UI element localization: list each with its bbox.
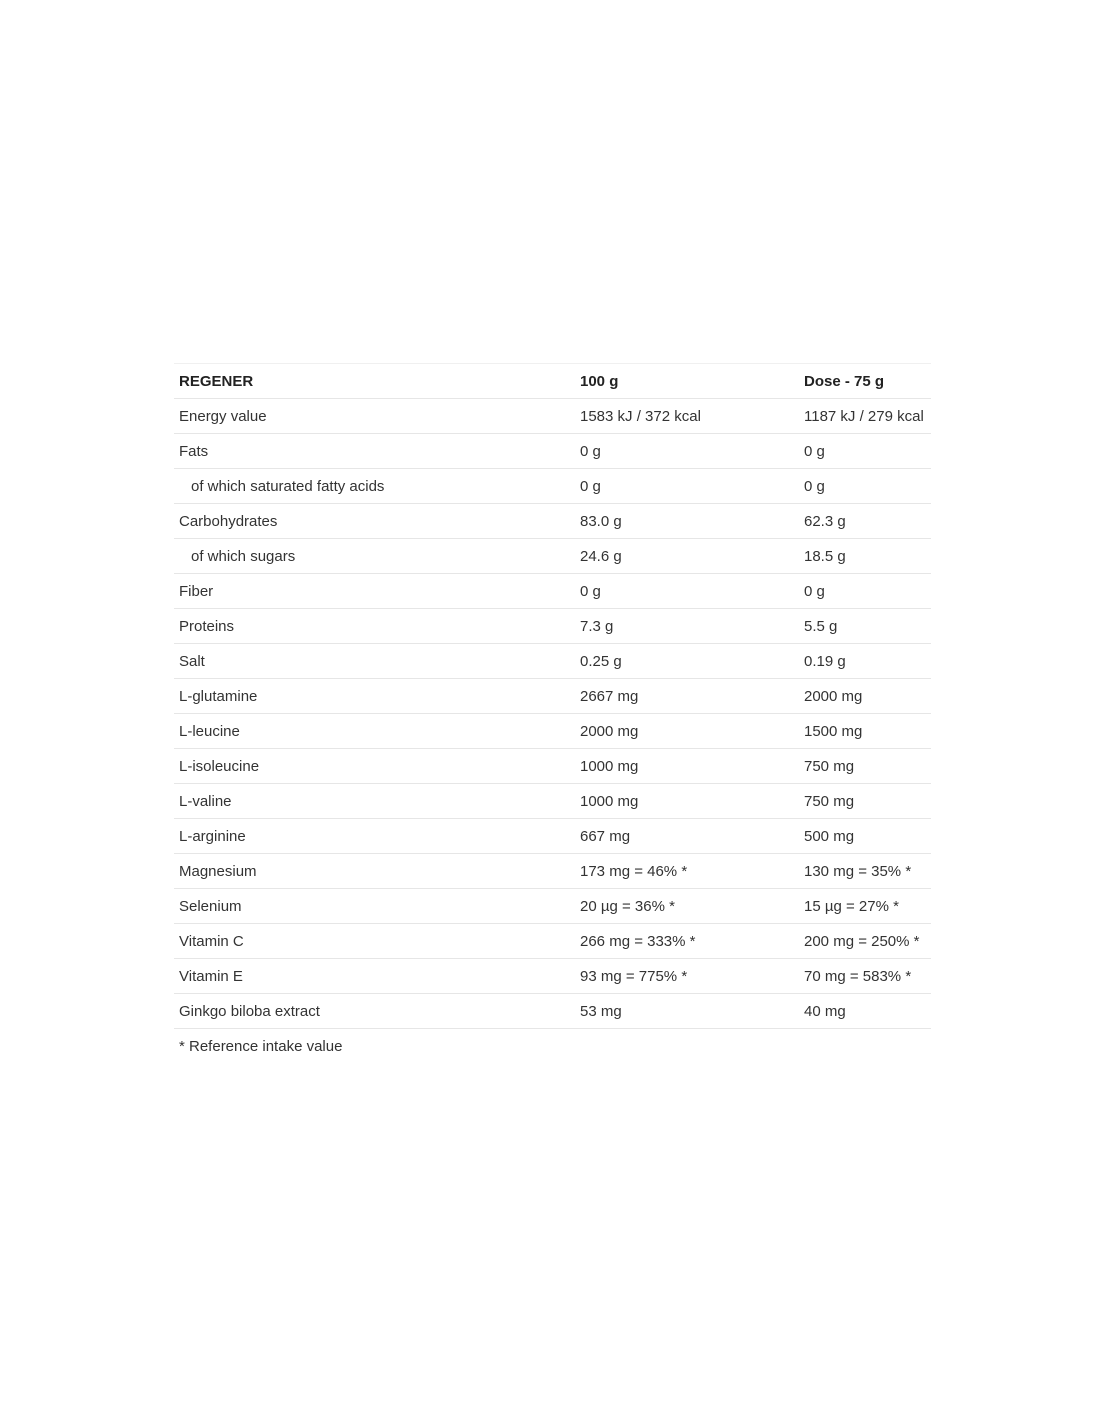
table-row [174, 679, 931, 714]
nutrient-name: Selenium [174, 889, 575, 924]
table-row [174, 609, 931, 644]
value-per-100g: 0 g [575, 574, 799, 609]
table-row [174, 959, 931, 994]
table-row [174, 994, 931, 1029]
value-per-100g: 7.3 g [575, 609, 799, 644]
table-row [174, 889, 931, 924]
value-per-100g: 173 mg = 46% * [575, 854, 799, 889]
value-per-100g: 53 mg [575, 994, 799, 1029]
value-per-100g: 1583 kJ / 372 kcal [575, 399, 799, 434]
table-row [174, 434, 931, 469]
table-row [174, 399, 931, 434]
nutrition-facts [174, 363, 931, 1055]
value-per-dose: 40 mg [799, 994, 931, 1029]
value-per-dose: 0.19 g [799, 644, 931, 679]
value-per-100g: 1000 mg [575, 749, 799, 784]
nutrient-name: Magnesium [174, 854, 575, 889]
value-per-100g: 93 mg = 775% * [575, 959, 799, 994]
value-per-dose: 0 g [799, 434, 931, 469]
nutrient-name: Fats [174, 434, 575, 469]
value-per-dose: 1187 kJ / 279 kcal [799, 399, 931, 434]
value-per-dose: 0 g [799, 574, 931, 609]
nutrition-table [174, 363, 931, 1029]
value-per-dose: 130 mg = 35% * [799, 854, 931, 889]
header-per-dose: Dose - 75 g [799, 364, 931, 399]
value-per-100g: 667 mg [575, 819, 799, 854]
nutrient-name: L-glutamine [174, 679, 575, 714]
nutrient-name: Vitamin C [174, 924, 575, 959]
table-row [174, 469, 931, 504]
nutrient-name: Carbohydrates [174, 504, 575, 539]
nutrient-name: Energy value [174, 399, 575, 434]
table-row [174, 924, 931, 959]
value-per-100g: 0.25 g [575, 644, 799, 679]
table-row [174, 574, 931, 609]
nutrient-name: Salt [174, 644, 575, 679]
value-per-dose: 2000 mg [799, 679, 931, 714]
value-per-100g: 2667 mg [575, 679, 799, 714]
value-per-dose: 500 mg [799, 819, 931, 854]
value-per-dose: 18.5 g [799, 539, 931, 574]
nutrient-name: Ginkgo biloba extract [174, 994, 575, 1029]
table-row [174, 539, 931, 574]
value-per-100g: 24.6 g [575, 539, 799, 574]
nutrient-name: of which saturated fatty acids [174, 469, 575, 504]
table-row [174, 819, 931, 854]
table-row [174, 749, 931, 784]
value-per-100g: 83.0 g [575, 504, 799, 539]
table-header [174, 364, 931, 399]
nutrient-name: L-valine [174, 784, 575, 819]
value-per-dose: 5.5 g [799, 609, 931, 644]
nutrient-name: Vitamin E [174, 959, 575, 994]
value-per-100g: 2000 mg [575, 714, 799, 749]
value-per-dose: 70 mg = 583% * [799, 959, 931, 994]
header-row [174, 364, 931, 399]
table-body [174, 399, 931, 1029]
value-per-dose: 62.3 g [799, 504, 931, 539]
value-per-100g: 20 µg = 36% * [575, 889, 799, 924]
value-per-dose: 1500 mg [799, 714, 931, 749]
value-per-dose: 200 mg = 250% * [799, 924, 931, 959]
value-per-dose: 0 g [799, 469, 931, 504]
nutrient-name: L-leucine [174, 714, 575, 749]
value-per-100g: 0 g [575, 469, 799, 504]
value-per-100g: 1000 mg [575, 784, 799, 819]
header-product-name: REGENER [174, 364, 575, 399]
header-per-100g: 100 g [575, 364, 799, 399]
footnote: * Reference intake value [179, 1038, 343, 1055]
value-per-dose: 750 mg [799, 784, 931, 819]
value-per-100g: 266 mg = 333% * [575, 924, 799, 959]
nutrient-name: L-isoleucine [174, 749, 575, 784]
table-row [174, 504, 931, 539]
table-row [174, 784, 931, 819]
table-row [174, 854, 931, 889]
nutrient-name: of which sugars [174, 539, 575, 574]
table-row [174, 644, 931, 679]
table-row [174, 714, 931, 749]
nutrient-name: L-arginine [174, 819, 575, 854]
value-per-100g: 0 g [575, 434, 799, 469]
nutrient-name: Fiber [174, 574, 575, 609]
nutrient-name: Proteins [174, 609, 575, 644]
value-per-dose: 15 µg = 27% * [799, 889, 931, 924]
value-per-dose: 750 mg [799, 749, 931, 784]
